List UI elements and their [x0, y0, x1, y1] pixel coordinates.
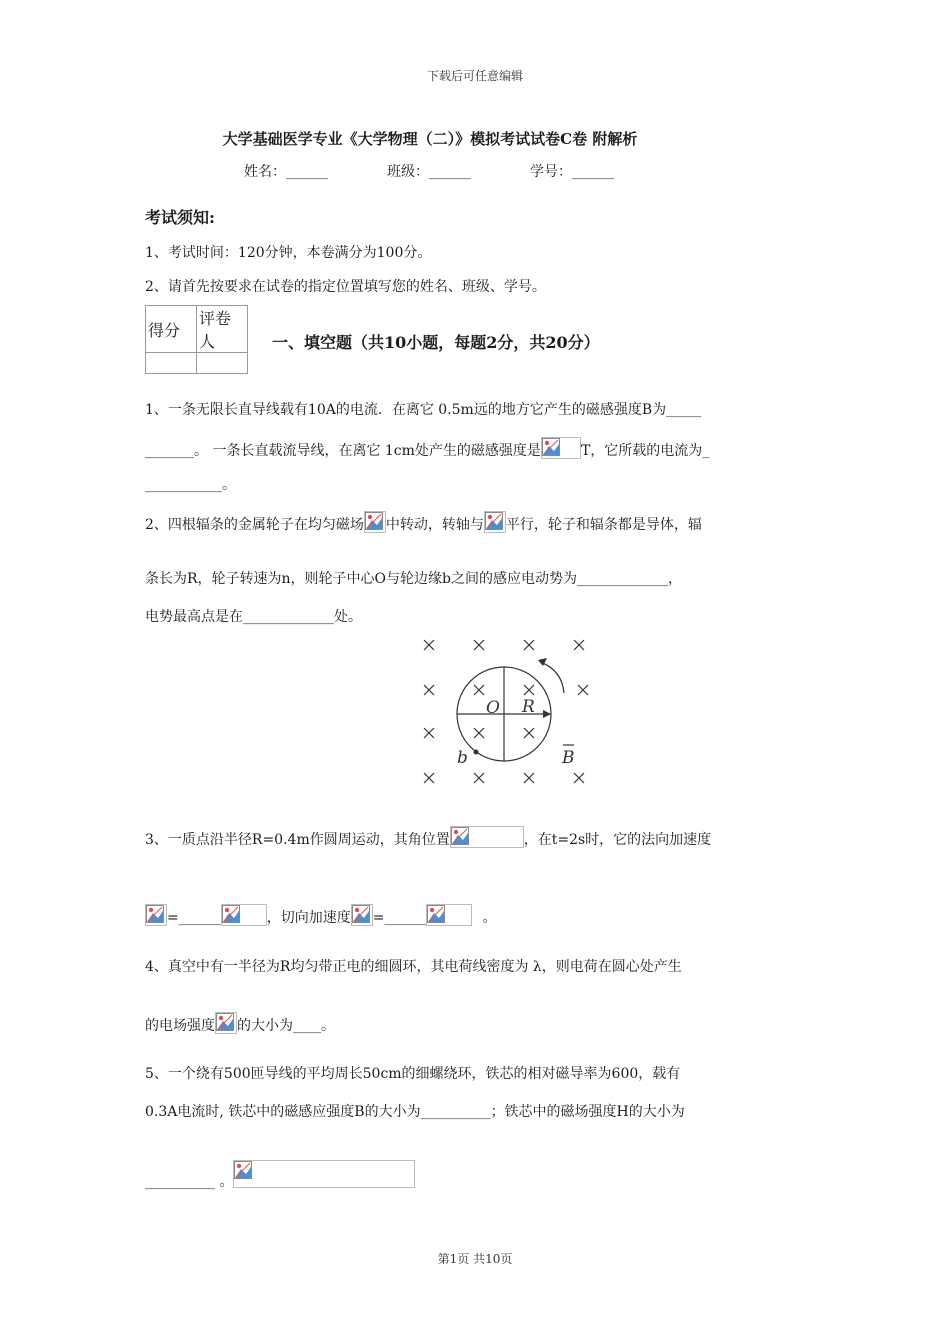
q3-line2-text-d: 。: [482, 910, 497, 926]
q1-line2-text-b: T，它所载的电流为_: [580, 443, 710, 459]
field-cross-mark: [574, 773, 584, 783]
field-cross-mark: [474, 773, 484, 783]
field-cross-mark: [524, 773, 534, 783]
field-cross-mark: [578, 685, 588, 695]
q3-line1-text-b: ，在t=2s时，它的法向加速度: [523, 832, 712, 848]
q5-line3-text: __________ 。: [145, 1174, 234, 1190]
broken-image-icon: [541, 437, 581, 459]
section-title: 一、填空题（共10小题，每题2分，共20分）: [272, 333, 600, 352]
field-cross-mark: [524, 640, 534, 650]
label-o: O: [486, 698, 500, 718]
notice-item-1: 1、考试时间：120分钟，本卷满分为100分。: [145, 245, 432, 261]
class-field: 班级：______: [387, 164, 471, 180]
q2-line1: [145, 511, 702, 534]
q2-line2: 条长为R，轮子转速为n，则轮子中心O与轮边缘b之间的感应电动势为_____________，: [145, 571, 682, 587]
notice-item-2: 2、请首先按要求在试卷的指定位置填写您的姓名、班级、学号。: [145, 279, 546, 295]
field-cross-mark: [424, 685, 434, 695]
q1-line3: ___________。: [145, 477, 236, 493]
page-title: 大学基础医学专业《大学物理（二）》模拟考试试卷C卷 附解析: [222, 130, 638, 148]
field-cross-mark: [424, 773, 434, 783]
field-cross-mark: [524, 685, 534, 695]
field-cross-mark: [574, 640, 584, 650]
q3-line1: [145, 826, 711, 849]
radius-arrowhead: [543, 710, 551, 718]
broken-image-icon: [215, 1012, 237, 1034]
notice-heading: 考试须知:: [145, 208, 215, 227]
q3-line1-text-a: 3、一质点沿半径R=0.4m作圆周运动，其角位置: [145, 832, 450, 848]
field-cross-mark: [474, 685, 484, 695]
field-cross-mark: [524, 728, 534, 738]
broken-image-icon: [145, 904, 167, 926]
q3-line2: [145, 904, 496, 927]
field-cross-mark: [474, 728, 484, 738]
grader-cell: [197, 353, 248, 374]
q1-line2: [145, 437, 709, 460]
broken-image-icon: [364, 511, 386, 533]
field-cross-mark: [424, 728, 434, 738]
q3-line2-text-a: =______: [167, 910, 221, 926]
q1-line2-text-a: _______。 一条长直载流导线，在离它 1cm处产生的磁感强度是: [145, 443, 541, 459]
score-table: [145, 305, 248, 374]
q2-line3: 电势最高点是在_____________处。: [145, 609, 362, 625]
q5-line2: 0.3A电流时, 铁芯中的磁感应强度B的大小为__________；铁芯中的磁场强度H的大小为: [145, 1104, 685, 1120]
score-header: 得分: [146, 306, 197, 353]
grader-header: 评卷人: [197, 306, 248, 353]
broken-image-icon: [484, 511, 506, 533]
field-cross-mark: [474, 640, 484, 650]
q5-line3: [145, 1160, 415, 1191]
wheel-figure: [410, 630, 610, 795]
label-b: b: [457, 748, 468, 768]
q2-line1-text-a: 2、四根辐条的金属轮子在均匀磁场: [145, 517, 364, 533]
q2-line1-text-c: 平行，轮子和辐条都是导体，辐: [505, 517, 702, 533]
broken-image-icon: [233, 1160, 415, 1188]
q4-line1: 4、真空中有一半径为R均匀带正电的细圆环，其电荷线密度为 λ，则电荷在圆心处产生: [145, 959, 682, 975]
score-cell: [146, 353, 197, 374]
broken-image-icon: [351, 904, 373, 926]
q5-line1: 5、一个绕有500匝导线的平均周长50cm的细螺绕环，铁芯的相对磁导率为600，载有: [145, 1066, 681, 1082]
broken-image-icon: [426, 904, 472, 926]
field-cross-mark: [424, 640, 434, 650]
broken-image-icon: [450, 826, 524, 848]
header-note: 下载后可任意编辑: [426, 69, 523, 83]
name-field: 姓名：______: [244, 164, 328, 180]
q4-line2-text-a: 的电场强度: [145, 1018, 215, 1034]
label-r: R: [522, 697, 535, 717]
q1-line1: 1、一条无限长直导线载有10A的电流．在离它 0.5m远的地方它产生的磁感强度B为_____: [145, 402, 702, 418]
q4-line2-text-b: 的大小为____。: [237, 1018, 335, 1034]
point-b-marker: [474, 750, 479, 755]
page-footer: 第1页 共10页: [437, 1252, 513, 1266]
q3-line2-text-c: =______: [372, 910, 427, 926]
broken-image-icon: [221, 904, 267, 926]
q4-line2: [145, 1012, 335, 1035]
student-id-field: 学号：______: [530, 164, 614, 180]
label-field-b: B: [562, 748, 575, 768]
q3-line2-text-b: ，切向加速度: [266, 910, 351, 926]
q2-line1-text-b: 中转动，转轴与: [385, 517, 484, 533]
